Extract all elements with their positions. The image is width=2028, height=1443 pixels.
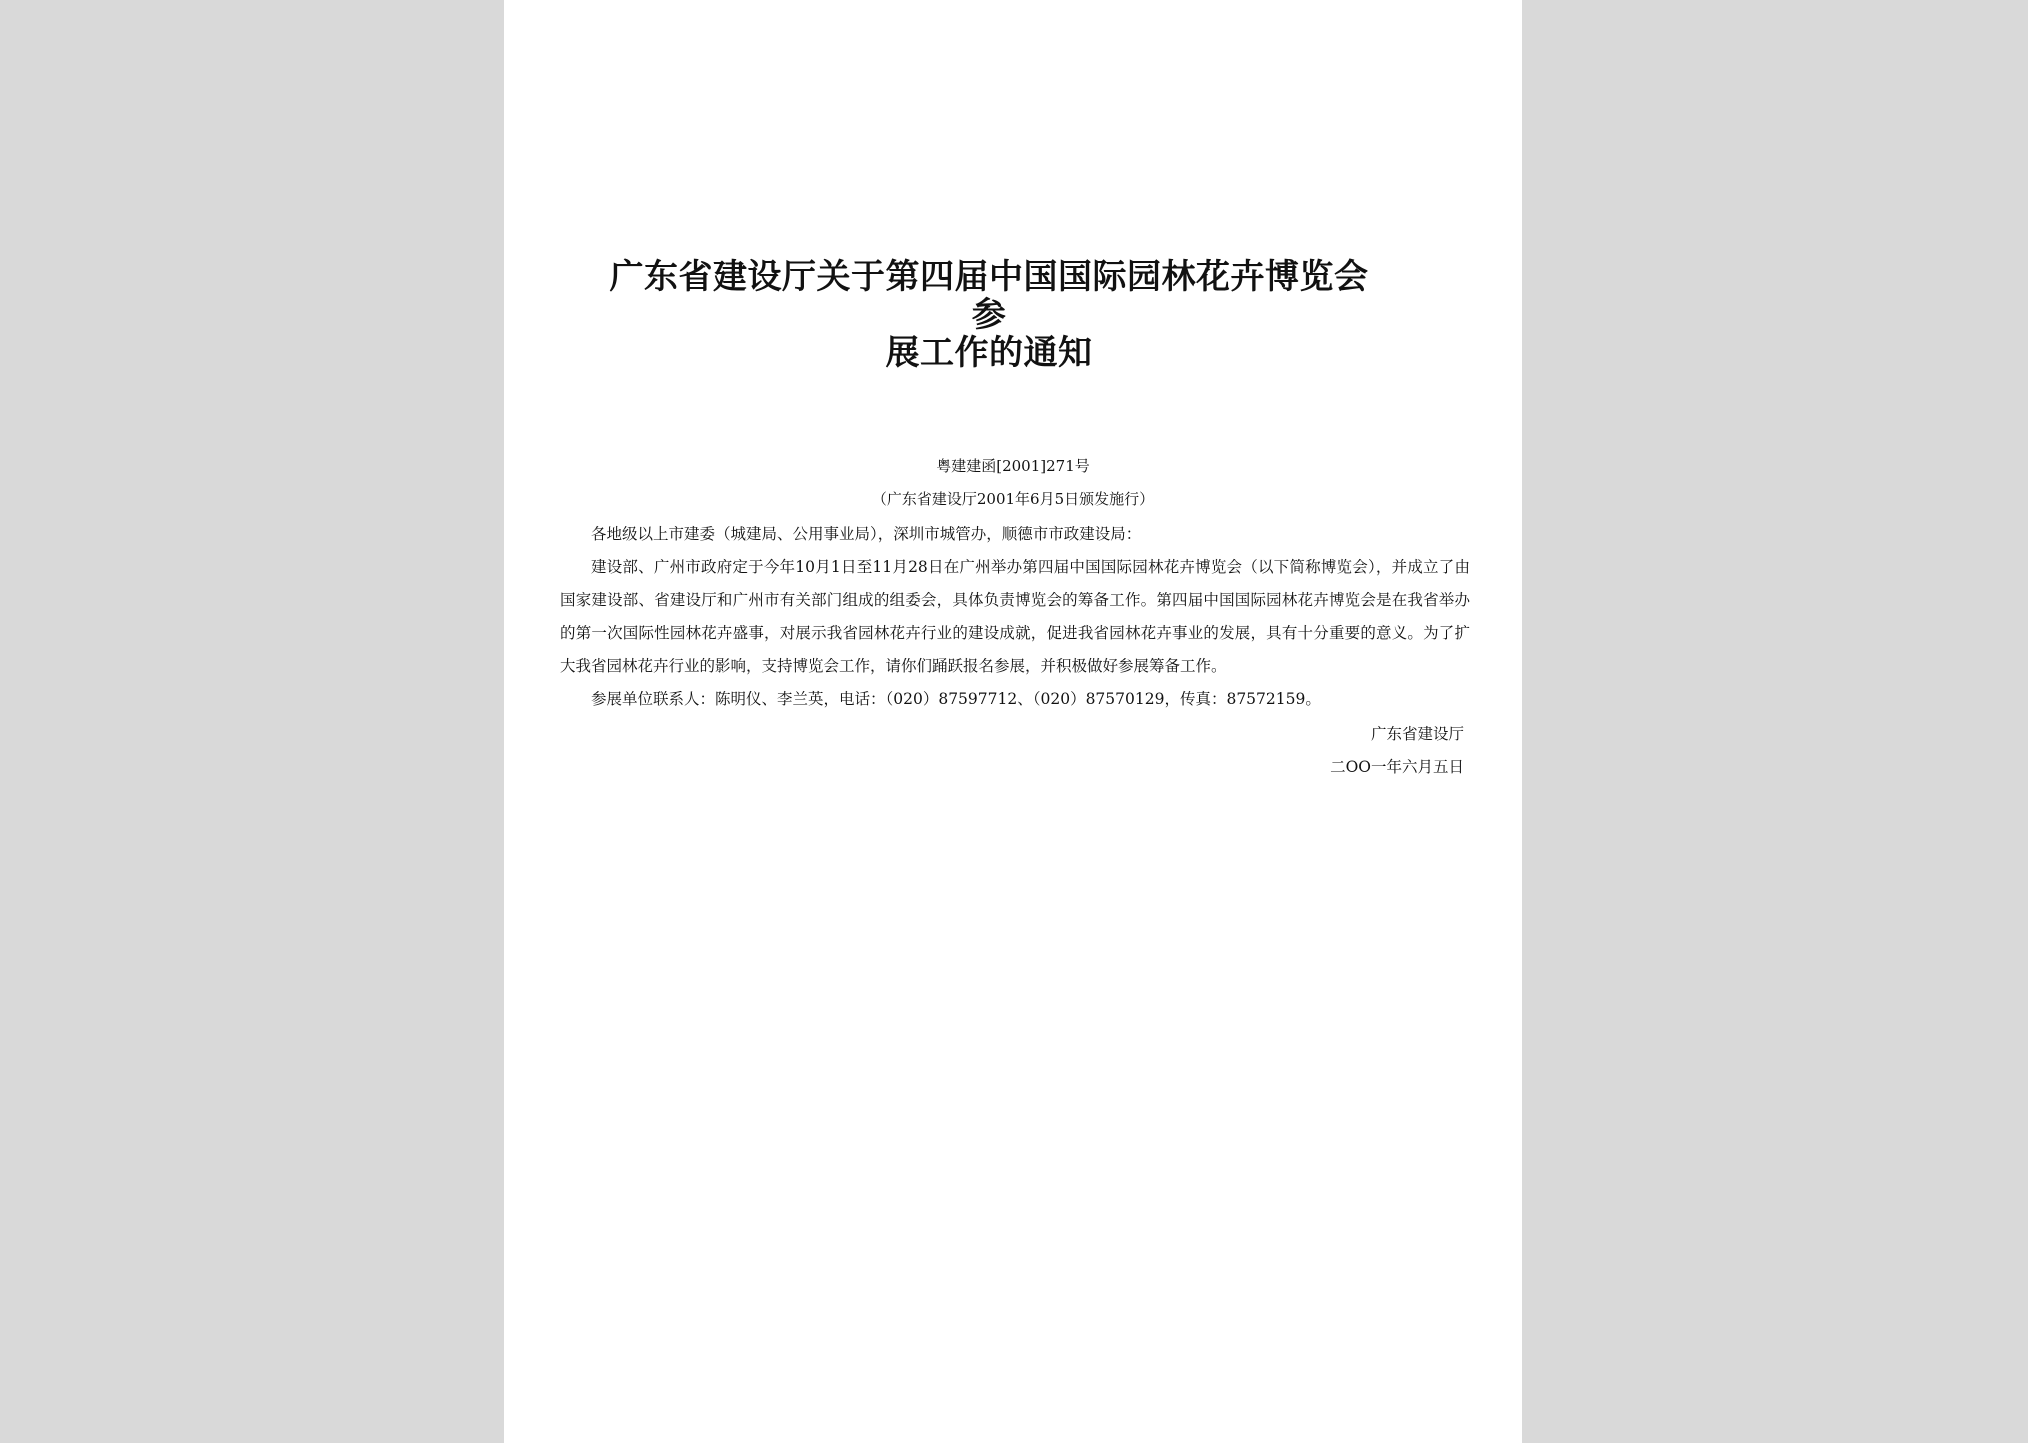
signature-date: 二OO一年六月五日 <box>1330 758 1464 776</box>
document-title <box>594 258 1384 372</box>
salutation: 各地级以上市建委（城建局、公用事业局），深圳市城管办，顺德市市政建设局： <box>591 525 1142 543</box>
title-line-2: 展工作的通知 <box>885 333 1093 373</box>
issued-note: （广东省建设厅2001年6月5日颁发施行） <box>871 490 1155 508</box>
document-body <box>560 518 1470 716</box>
document-number: 粤建建函[2001]271号 <box>936 457 1090 475</box>
title-line-1: 广东省建设厅关于第四届中国国际园林花卉博览会参 <box>609 257 1369 335</box>
signature-issuer: 广东省建设厅 <box>1370 725 1464 743</box>
contact-line: 参展单位联系人：陈明仪、李兰英，电话：（020）87597712、（020）87570129，传真：87572159。 <box>591 690 1321 708</box>
document-page <box>504 0 1522 1443</box>
body-paragraph: 建设部、广州市政府定于今年10月1日至11月28日在广州举办第四届中国国际园林花卉博览会（以下简称博览会），并成立了由国家建设部、省建设厅和广州市有关部门组成的组委会，具体负责博览会的筹备工作。第四届中国国际园林花卉博览会是在我省举办的第一次国际性园林花卉盛事，对展示我省园林花卉行业的建设成就，促进我省园林花卉事业的发展，具有十分重要的意义。为了扩大我省园林花卉行业的影响，支持博览会工作，请你们踊跃报名参展，并积极做好参展筹备工作。 <box>560 558 1470 675</box>
signature-block <box>1330 718 1464 784</box>
